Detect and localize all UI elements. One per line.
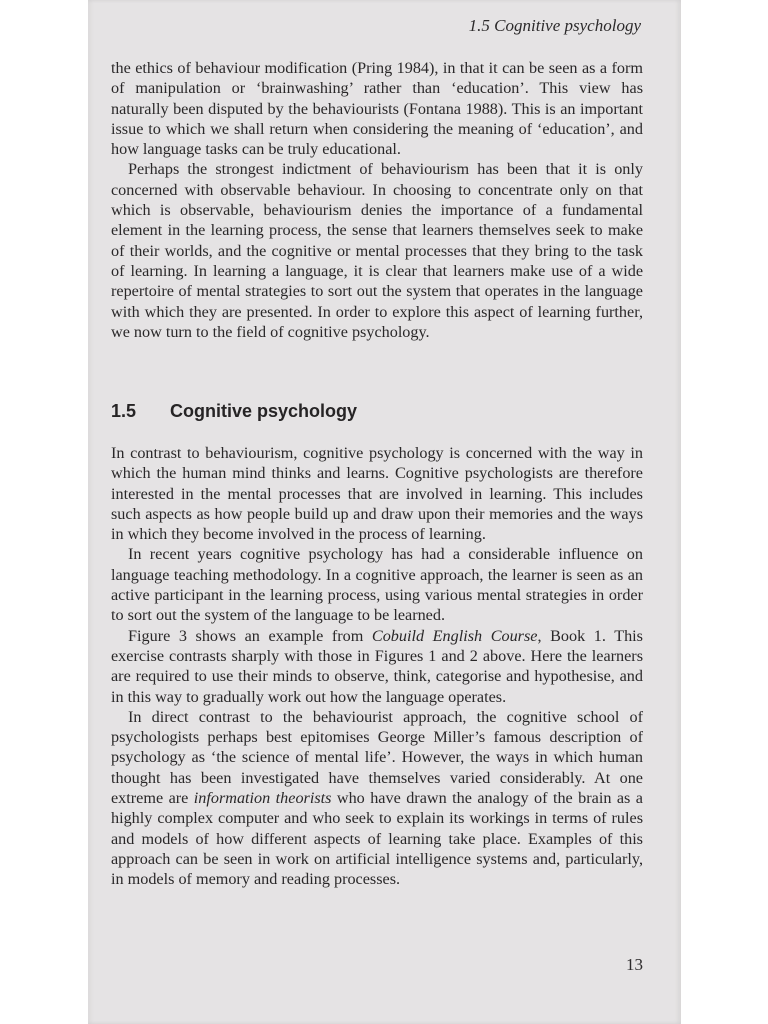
- running-head: 1.5 Cognitive psychology: [468, 16, 641, 35]
- paragraph: In contrast to behaviourism, cognitive psychology is concerned with the way in which the human mind thinks and learns. Cognitive psychologists are therefore interested in the mental processes that are involved in learning. This includes such aspects as how people build up and draw upon their memories and the ways in which they become involved in the process of learning.: [111, 444, 643, 544]
- text-block-section: [111, 443, 643, 890]
- paragraph: [111, 626, 643, 707]
- paragraph: In recent years cognitive psychology has had a considerable influence on language teaching methodology. In a cognitive approach, the learner is seen as an active participant in the learning process, using various mental strategies in order to sort out the system of the language to be learned.: [111, 545, 643, 625]
- book-title: Cobuild English Course: [371, 626, 538, 645]
- book-page: [88, 0, 681, 1024]
- paragraph-text: who have drawn the analogy of the brain as a highly complex computer and who seek to explain its workings in terms of rules and models of how different aspects of learning take place. Examples of this approach can be seen in work on artificial intelligence systems and, particularly, in models of memory and reading processes.: [111, 789, 643, 889]
- paragraph: Perhaps the strongest indictment of behaviourism has been that it is only concerned with observable behaviour. In choosing to concentrate only on that which is observable, behaviourism denies the importance of a fundamental element in the learning process, the sense that learners themselves seek to make of their worlds, and the cognitive or mental processes that they bring to the task of learning. In learning a language, it is clear that learners make use of a wide repertoire of mental strategies to sort out the system that operates in the language with which they are presented. In order to explore this aspect of learning further, we now turn to the field of cognitive psychology.: [111, 160, 643, 341]
- right-margin: [681, 0, 768, 1024]
- paragraph-text: In direct contrast to the behaviourist approach, the cognitive school of psychologists perhaps best epitomises George Miller’s famous description of psychology as ‘the science of mental life’. However, the ways in which human thought has been investigated have themselves varied considerably. At one extreme are: [111, 707, 643, 808]
- paragraph-text: , Book 1. This exercise contrasts sharply with those in Figures 1 and 2 above. Here the learners are required to use their minds to observe, think, categorise and hypothesise, and in this way to gradually work out how the language operates.: [111, 626, 643, 706]
- text-block-intro: [111, 58, 643, 342]
- paragraph-text: Figure 3 shows an example from: [128, 626, 372, 645]
- section-title: Cognitive psychology: [170, 401, 358, 421]
- section-number: 1.5: [111, 401, 137, 421]
- paragraph: the ethics of behaviour modification (Pring 1984), in that it can be seen as a form of manipulation or ‘brainwashing’ rather than ‘education’. This view has naturally been disputed by the behaviourists (Fontana 1988). This is an important issue to which we shall return when considering the meaning of ‘education’, and how language tasks can be truly educational.: [111, 59, 643, 159]
- page-number: 13: [626, 955, 643, 974]
- emphasized-term: information theorists: [193, 789, 332, 808]
- paragraph: [111, 707, 643, 890]
- section-heading: [111, 401, 357, 422]
- left-margin: [0, 0, 88, 1024]
